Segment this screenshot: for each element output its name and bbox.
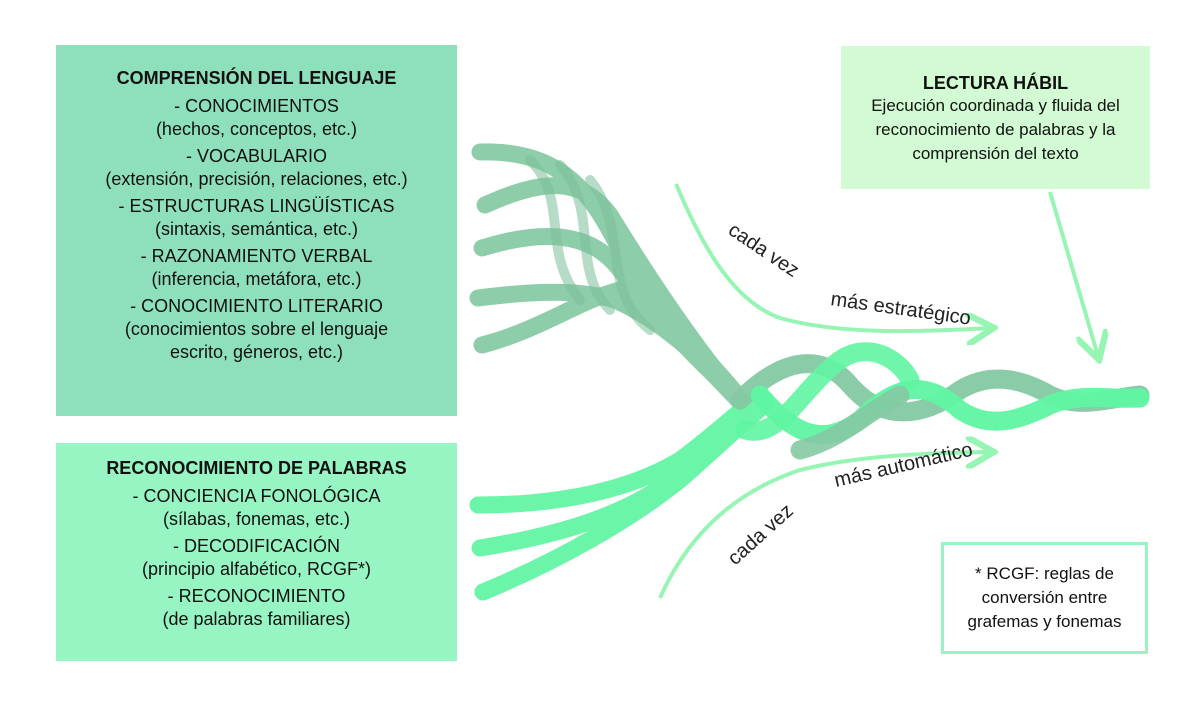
reconocimiento-box [56, 443, 457, 661]
item-desc: (hechos, conceptos, etc.) [155, 119, 358, 139]
strategic-label-tail: más estratégico [829, 288, 973, 330]
reconocimiento-item [56, 535, 457, 581]
item-desc: (principio alfabético, RCGF*) [141, 559, 372, 579]
item-desc: (inferencia, metáfora, etc.) [151, 269, 362, 289]
comprension-item [56, 95, 457, 141]
item-name: - VOCABULARIO [185, 146, 328, 166]
comprension-strands [478, 152, 740, 402]
rcgf-footnote [941, 542, 1148, 654]
lectura-desc-line: reconocimiento de palabras y la [875, 120, 1116, 139]
item-name: - CONOCIMIENTO LITERARIO [130, 296, 383, 316]
footnote-line: grafemas y fonemas [967, 612, 1122, 631]
reconocimiento-item [56, 485, 457, 531]
item-name: - CONCIENCIA FONOLÓGICA [132, 486, 381, 506]
automatic-label-tail: más automático [832, 438, 975, 492]
lectura-desc-line: comprensión del texto [912, 144, 1079, 163]
item-desc: (sílabas, fonemas, etc.) [162, 509, 351, 529]
footnote-line: * RCGF: reglas de [975, 564, 1114, 583]
item-name: - ESTRUCTURAS LINGÜÍSTICAS [118, 196, 395, 216]
reconocimiento-item [56, 585, 457, 631]
lectura-title: LECTURA HÁBIL [922, 73, 1069, 93]
comprension-box [56, 45, 457, 416]
lectura-desc-line: Ejecución coordinada y fluida del [871, 96, 1120, 115]
item-name: - RECONOCIMIENTO [167, 586, 346, 606]
item-desc-line: escrito, géneros, etc.) [169, 342, 344, 362]
item-desc: (extensión, precisión, relaciones, etc.) [105, 169, 408, 189]
strategic-label: cada vez [724, 218, 803, 282]
comprension-item [56, 145, 457, 191]
footnote-line: conversión entre [981, 588, 1108, 607]
comprension-title: COMPRENSIÓN DEL LENGUAJE [116, 68, 397, 88]
item-name: - RAZONAMIENTO VERBAL [140, 246, 373, 266]
comprension-item [56, 295, 457, 364]
item-name: - CONOCIMIENTOS [174, 96, 339, 116]
automatic-label: cada vez [723, 499, 798, 570]
lectura-arrow [1050, 192, 1098, 356]
item-name: - DECODIFICACIÓN [172, 536, 340, 556]
lectura-habil-box [841, 46, 1150, 189]
reconocimiento-strands [478, 395, 765, 592]
strand-3 [482, 236, 740, 402]
braided-rope [740, 352, 1140, 450]
item-desc: (sintaxis, semántica, etc.) [154, 219, 359, 239]
reconocimiento-title: RECONOCIMIENTO DE PALABRAS [106, 458, 407, 478]
item-desc-line: (conocimientos sobre el lenguaje [124, 319, 389, 339]
item-desc: (de palabras familiares) [162, 609, 351, 629]
comprension-item [56, 245, 457, 291]
comprension-item [56, 195, 457, 241]
